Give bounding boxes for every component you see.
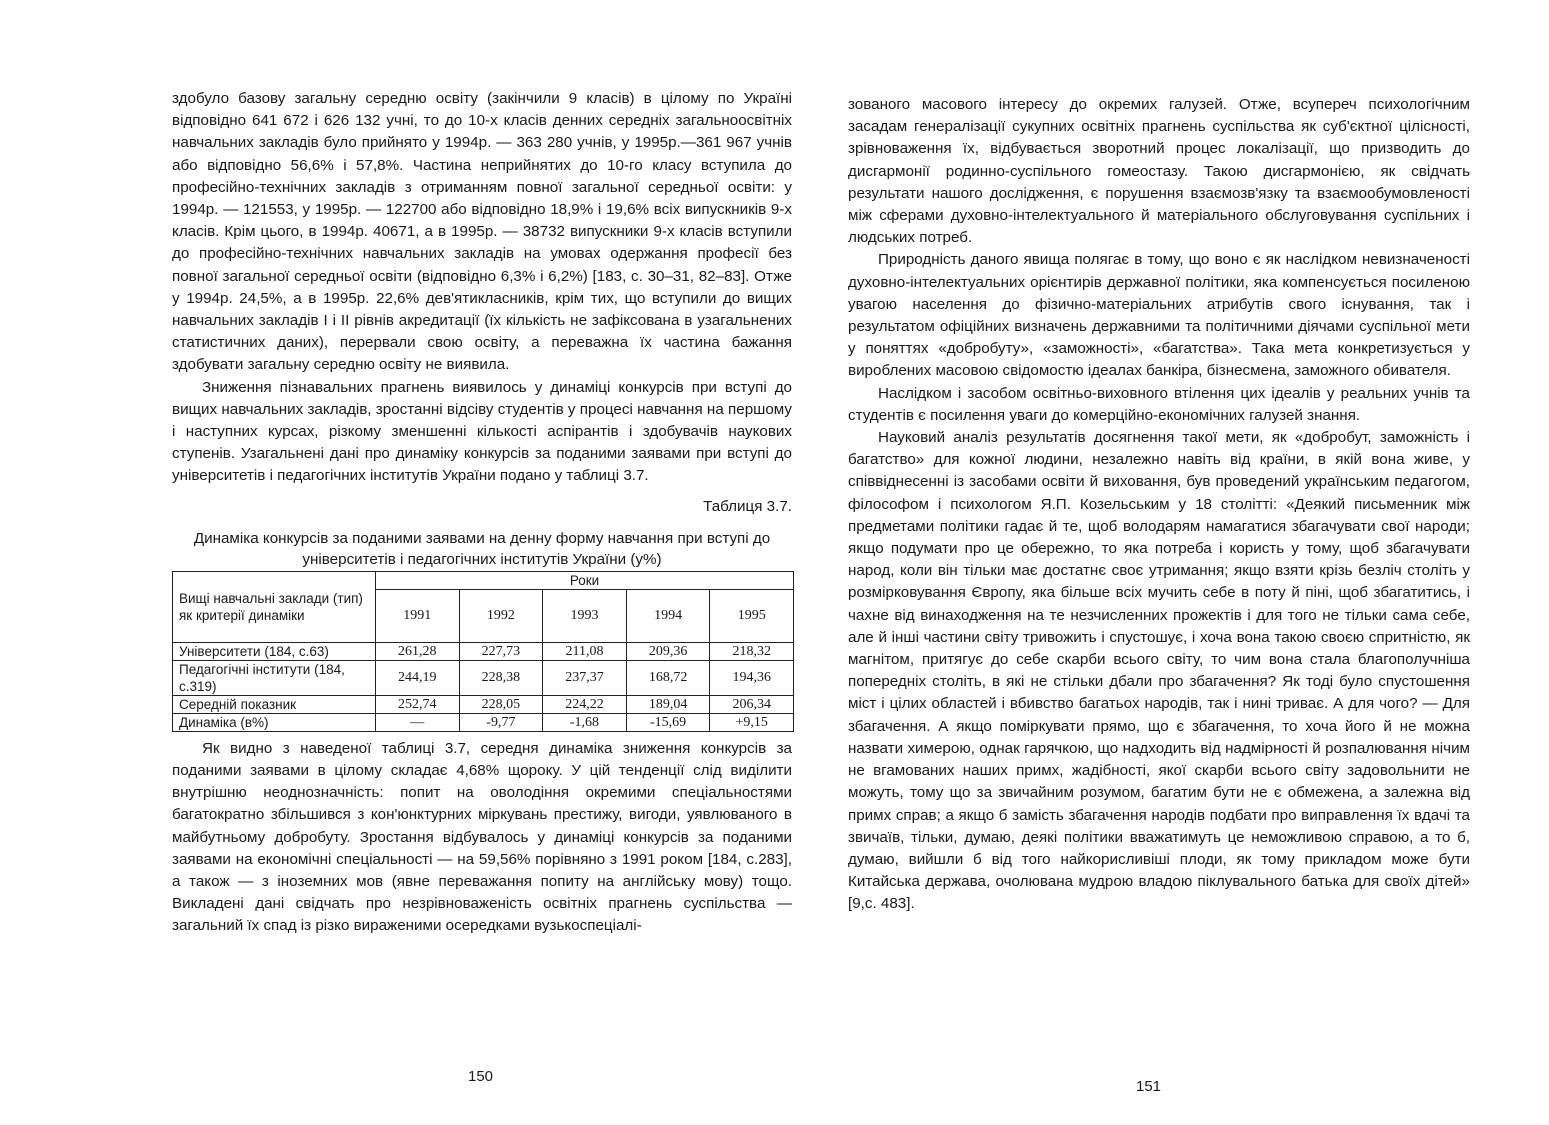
table-row	[173, 660, 794, 695]
table-row	[173, 713, 794, 731]
left-paragraph-1: здобуло базову загальну середню освіту (закінчили 9 класів) в цілому по Україні відповідно 641 672 і 626 132 учні, то до 10-х класів денних середніх загальноосвітніх навчальних закладів було прийнято у 1994р. — 363 280 учнів, у 1995р.—361 967 учнів або відповідно 56,6% і 57,8%. Частина неприйнятих до 10-го класу вступила до професійно-технічних закладів з отриманням повної загальної середньої освіти: у 1994р. — 121553, у 1995р. — 122700 або відповідно 18,9% і 19,6% всіх випускників 9-х класів. Крім цього, в 1994р. 40671, а в 1995р. — 38732 випускники 9-х класів вступили до професійно-технічних навчальних закладів на умовах одержання професії без повної загальної середньої освіти (відповідно 6,3% і 6,2%) [183, с. 30–31, 82–83]. Отже у 1994р. 24,5%, а в 1995р. 22,6% дев'ятикласників, крім тих, що вступили до вищих навчальних закладів І і ІІ рівнів акредитації (їх кількість не зафіксована в узагальнених статистичних даних), перервали свою освіту, а переважна їх частина бажання здобувати загальну середню освіту не виявила.	[172, 90, 792, 374]
table-cell: -9,77	[459, 713, 543, 731]
table-row	[173, 695, 794, 713]
table-cell: 252,74	[376, 695, 460, 713]
table-row-label: Динаміка (в%)	[173, 713, 376, 731]
table-cell: +9,15	[710, 713, 794, 731]
table-cell: -1,68	[543, 713, 627, 731]
right-paragraph-4: Науковий аналіз результатів досягнення такої мети, як «добробут, заможність і багатство» для кожної людини, незалежно навіть від країни, в якій вона живе, у співвіднесенні із засобами освіти й виховання, був проведений українським педагогом, філософом і психологом Я.П. Козельським у 18 столітті: «Деякий письменник між предметами політики гадає й те, щоб володарям намагатися збагачувати свої народи; якщо подумати про це обережно, то яка потреба і користь у тому, щоб збагачувати народ, коли він тільки має достатнє своє утримання; якщо взяти крізь безліч століть у розмірковування Європу, яка більше всіх мучить себе в поту й піні, щоб збагатитись, і чахне від винаходження на те незчисленних прожектів і для того не тільки сама себе, але й інші частини світу тривожить і спустошує, і хоча вона такою своєю спритністю, як магнітом, притягує до себе скарби всього світу, то чим вона стала благополучніша попередніх століть, в які не стільки дбали про збагачення? Як тоді було спустошення міст і цілих областей і вбивство багатьох народів, так і нині триває. А для чого? — Для збагачення. А якщо поміркувати прямо, що є збагачення, то хоча його й не можна назвати химерою, однак гарячкою, що надходить від надмірності й розпалювання нічим не вгамованих наших примх, жадібності, якої скарби всього світу задовольнити не можуть, тому що за звичайним розумом, багатим бути не є обмежена, а залежна від примх справ; а якщо б замість збагачення народів подбати про виправлення їх вдачі та звичаїв, тільки, думаю, деякі політики вважатимуть це неможливою справою, а то б, думаю, вийшли б від того найкорисливіші плоди, як тому прикладом може бути Китайська держава, очолювана мудрою владою піклувального батька для своїх дітей» [9,с. 483].	[848, 429, 1470, 913]
table-year-1991: 1991	[376, 589, 460, 642]
table-cell: 237,37	[543, 660, 627, 695]
table-cell: 209,36	[626, 642, 710, 660]
table-row-header: Вищі навчальні заклади (тип) як критерії динаміки	[173, 571, 376, 642]
right-paragraph-2: Природність даного явища полягає в тому, що воно є як наслідком невизначеності духовно-інтелектуальних орієнтирів державної політики, яка компенсується посиленою увагою населення до фізично-матеріальних атрибутів свого існування, так і результатом офіційних визначень державними та політичними діячами суспільної мети у поняттях «добробуту», «заможності», «багатства». Така мета конкретизується у вироблених масовою свідомостю ідеалах банкіра, бізнесмена, заможного обивателя.	[848, 251, 1470, 380]
table-cell: 228,38	[459, 660, 543, 695]
table-cell: 194,36	[710, 660, 794, 695]
table-row	[173, 642, 794, 660]
table-years-header: Роки	[376, 571, 794, 589]
table-row-label: Університети (184, с.63)	[173, 642, 376, 660]
table-cell: 218,32	[710, 642, 794, 660]
table-row-label: Педагогічні інститути (184, с.319)	[173, 660, 376, 695]
right-paragraph-1: зованого масового інтересу до окремих галузей. Отже, всупереч психологічним засадам генералізації сукупних освітніх прагнень суспільства як суб'єктної цілісності, зрівноваження їх, відбувається зворотний процес локалізації, що призводить до дисгармонії родинно-суспільного гомеостазу. Такою дисгармонією, як свідчать результати нашого дослідження, є порушення взаємозв'язку та взаємообумовленості між сферами духовно-інтелектуального й матеріального обслуговування суспільних і людських потреб.	[848, 96, 1470, 247]
table-cell: 227,73	[459, 642, 543, 660]
table-year-1994: 1994	[626, 589, 710, 642]
table-cell: 211,08	[543, 642, 627, 660]
table-cell: -15,69	[626, 713, 710, 731]
table-title: Динаміка конкурсів за поданими заявами на денну форму навчання при вступі до університетів і педагогічних інститутів України (у%)	[193, 529, 771, 568]
table-cell: —	[376, 713, 460, 731]
table-year-1993: 1993	[543, 589, 627, 642]
table-row-label: Середній показник	[173, 695, 376, 713]
table-cell: 206,34	[710, 695, 794, 713]
table-cell: 189,04	[626, 695, 710, 713]
table-year-1992: 1992	[459, 589, 543, 642]
table-cell: 224,22	[543, 695, 627, 713]
page-number-right: 151	[1136, 1078, 1162, 1095]
page-number-left: 150	[468, 1068, 494, 1085]
left-paragraph-2: Зниження пізнавальних прагнень виявилось у динаміці конкурсів при вступі до вищих навчальних закладів, зростанні відсіву студентів у процесі навчання на першому і наступних курсах, різкому зменшенні кількості аспірантів і здобувачів наукових ступенів. Узагальнені дані про динаміку конкурсів за поданими заявами при вступі до університетів і педагогічних інститутів України подано у таблиці 3.7.	[172, 378, 792, 485]
contest-dynamics-table	[172, 571, 794, 732]
right-page-text-column	[848, 94, 1470, 916]
table-caption-label: Таблиця 3.7.	[703, 497, 792, 515]
left-paragraph-after-table: Як видно з наведеної таблиці 3.7, середня динаміка зниження конкурсів за поданими заявами в цілому складає 4,68% щороку. У цій тенденції слід виділити внутрішню неоднозначність: попит на оволодіння окремими спеціальностями багатократно збільшився з кон'юнктурних міркувань престижу, вигоди, уявлюваного в майбутньому добробуту. Зростання відбувалось у динаміці конкурсів за поданими заявами на економічні спеціальності — на 59,56% порівняно з 1991 роком [184, с.283], а також — з іноземних мов (явне переважання попиту на англійську мову) тощо. Викладені дані свідчать про незрівноваженість освітніх прагнень суспільства — загальний їх спад із різко вираженими осередками вузькоспеціалі-	[172, 739, 792, 935]
table-cell: 244,19	[376, 660, 460, 695]
right-page	[780, 0, 1549, 1125]
table-cell: 228,05	[459, 695, 543, 713]
table-cell: 168,72	[626, 660, 710, 695]
left-page-text-column	[172, 88, 792, 938]
table-year-1995: 1995	[710, 589, 794, 642]
table-header-row	[173, 571, 794, 589]
table-cell: 261,28	[376, 642, 460, 660]
right-paragraph-3: Наслідком і засобом освітньо-виховного втілення цих ідеалів у реальних учнів та студентів є посилення уваги до комерційно-економічних галузей знання.	[848, 384, 1470, 424]
